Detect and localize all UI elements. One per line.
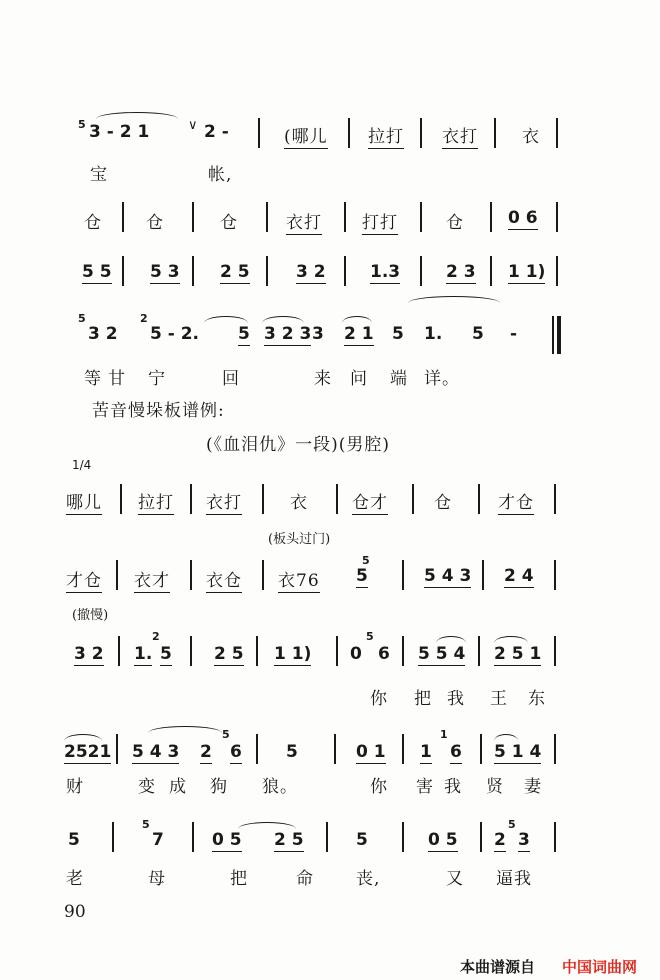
percussion-syllable: 才仓 [498,493,534,513]
lyric: 问 [350,369,368,389]
note-group: 1 [420,742,432,762]
note-group: 2521 [64,742,112,762]
grace-note: 2 [152,630,160,643]
note-group: 2 5 [274,830,304,850]
percussion-syllable: 仓 [146,213,164,233]
lyric: 等 [84,369,102,389]
lyric: 变成 [138,777,200,797]
percussion-syllable: 衣 [290,493,308,513]
lyric: 东 [528,689,546,709]
lyric: 财 [66,777,84,797]
note-group: - [510,324,518,344]
lyric: 母 [148,869,166,889]
note-group: 2 5 1 [494,644,542,664]
note-group: 5 [356,830,368,850]
percussion-syllable: 仓 [434,493,452,513]
percussion-syllable: 拉打 [138,493,174,513]
grace-note: 5 [142,818,150,831]
note-group: 0 1 [356,742,386,762]
note-group: 1 1) [508,262,546,282]
percussion-syllable: 衣打 [286,213,322,233]
note-group: 5 [286,742,298,762]
lyric: 老 [66,869,84,889]
lyric: 回 [222,369,240,389]
note-group: 1.3 [370,262,401,282]
note-group: 5 - 2. [150,324,200,344]
percussion-syllable: 衣仓 [206,571,242,591]
note-group: 5 5 4 [418,644,466,664]
footer-source-label: 本曲谱源自 [460,958,536,976]
grace-note: 2 [140,312,148,325]
note-group: 5 [68,830,80,850]
note-group: 2 5 [214,644,244,664]
lyric: 王 [490,689,508,709]
grace-note: 5 [508,818,516,831]
note-group: 3 - 2 1 [89,122,150,142]
lyric: 把我 [414,689,480,709]
percussion-syllable: 拉打 [368,127,404,147]
note-group: 0 5 [212,830,242,850]
note-group: 1. [134,644,153,664]
note-group: 6 [378,644,390,664]
lyric: 贤 [486,777,504,797]
lyric: 狼。 [262,777,298,797]
note-group: 5 5 [82,262,112,282]
percussion-syllable: 打打 [362,213,398,233]
lyric: 我 [444,777,462,797]
grace-note: 5 [78,312,86,325]
lyric: 命 [296,869,314,889]
note-group: 3 2 3 [264,324,312,344]
note-group: 5 [160,644,172,664]
lyric: 又 [446,869,464,889]
percussion-syllable: 仓 [84,213,102,233]
note-group: 2 - [204,122,229,142]
lyric: 把 [230,869,248,889]
note-group: 2 3 [446,262,476,282]
percussion-syllable: 衣打 [206,493,242,513]
lyric: 宝 [90,165,108,185]
note-group: 3 2 [88,324,118,344]
percussion-syllable: 才仓 [66,571,102,591]
grace-note: 5 [366,630,374,643]
note-group: 1. [424,324,443,344]
section-note: (撤慢) [72,608,109,623]
lyric: 端 [390,369,408,389]
grace-note: 5 [222,728,230,741]
lyric: 妻 [524,777,542,797]
lyric: 帐, [208,165,233,185]
percussion-syllable: 衣打 [442,127,478,147]
note-group: 2 5 [220,262,250,282]
note-group: 0 5 [428,830,458,850]
lyric: 丧, [356,869,381,889]
percussion-syllable: 仓 [220,213,238,233]
note-group: 5 [356,566,368,586]
percussion-syllable: 衣76 [278,571,320,591]
note-group: 2 [494,830,506,850]
note-group: 0 6 [508,208,538,228]
lyric: 宁 [148,369,166,389]
note-group: 5 [472,324,484,344]
lyric: 逼我 [496,869,532,889]
time-signature: 1/4 [72,458,92,472]
note-group: 2 [200,742,212,762]
lyric: 来 [314,369,332,389]
grace-note: 1 [440,728,448,741]
lyric: 详。 [424,369,460,389]
lyric: 害 [416,777,434,797]
percussion-syllable: 仓才 [352,493,388,513]
page-number: 90 [64,902,86,922]
note-group: 5 4 3 [424,566,472,586]
grace-note: 5 [78,118,86,131]
section-heading: 苦音慢垛板谱例: [92,401,225,421]
section-note: (板头过门) [268,532,331,547]
percussion-syllable: 衣才 [134,571,170,591]
percussion-syllable: (哪儿 [284,127,328,147]
lyric: 狗 [210,777,228,797]
section-subtitle: (《血泪仇》一段)(男腔) [206,435,391,455]
note-group: 2 4 [504,566,534,586]
note-group: 3 [312,324,324,344]
footer-site-link[interactable]: 中国词曲网 [562,958,638,976]
note-group: 5 3 [150,262,180,282]
note-group: 7 [152,830,164,850]
note-group: 6 [230,742,242,762]
grace-note: 5 [362,554,370,567]
note-group: 0 [350,644,362,664]
percussion-syllable: 仓 [446,213,464,233]
note-group: 6 [450,742,462,762]
note-group: 5 4 3 [132,742,180,762]
breath-mark: ∨ [188,118,198,133]
note-group: 2 1 [344,324,374,344]
lyric: 你 [370,777,388,797]
note-group: 3 2 [74,644,104,664]
lyric: 你 [370,689,388,709]
note-group: 5 [392,324,404,344]
percussion-syllable: 哪儿 [66,493,102,513]
percussion-syllable: 衣 [522,127,540,147]
note-group: 1 1) [274,644,312,664]
lyric: 甘 [108,369,126,389]
note-group: 5 [238,324,250,344]
note-group: 5 1 4 [494,742,542,762]
note-group: 3 2 [296,262,326,282]
note-group: 3 [518,830,530,850]
